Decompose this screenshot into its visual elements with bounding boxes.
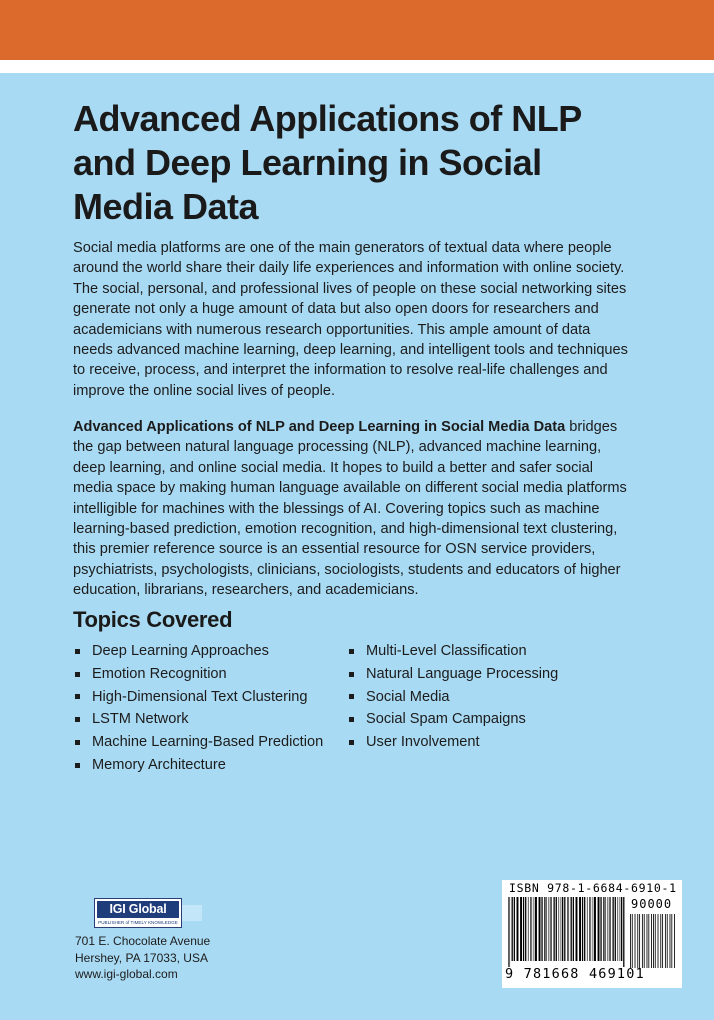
topic-item: High-Dimensional Text Clustering [73,686,343,709]
bullet-square-icon [349,694,354,699]
book-title: Advanced Applications of NLP and Deep Learning in Social Media Data [73,98,582,227]
barcode-bar [658,914,659,968]
barcode-bar [541,897,542,961]
address-city: Hershey, PA 17033, USA [75,950,208,965]
barcode-bar [665,914,666,968]
bullet-square-icon [75,740,80,745]
barcode-bar [531,897,532,961]
barcode-bar [623,897,624,967]
barcode-bar [615,897,616,961]
barcode-bar [567,897,568,961]
barcode-bar [632,914,633,968]
paragraph-2-body: bridges the gap between natural language processing (NLP), advanced machine learning, deep learning, and online social media. It hopes to build a better and safer social media space by making human language available on different social media platforms intelligible for machines with the blessings of AI. Covering topics such as machine learning-based prediction, emotion recognition, and high-dimensional text clustering, this premier reference source is an essential resource for OSN service providers, psychiatrists, psychologists, clinicians, sociologists, students and educators of higher education, librarians, researchers, and academicians. [73,419,627,599]
barcode-bar [549,897,550,961]
barcode-bar [573,897,574,961]
barcode-bars-addon [630,914,676,968]
paragraph-2-lead-title: Advanced Applications of NLP and Deep Learning in Social Media Data [73,419,566,435]
bullet-square-icon [75,717,80,722]
topic-item: Multi-Level Classification [347,640,647,663]
isbn-barcode [502,880,682,988]
barcode-bar [517,897,519,961]
barcode-bar [525,897,526,961]
price-code: 90000 [631,897,673,911]
barcode-bar [539,897,541,961]
barcode-bar [651,914,652,968]
barcode-bar [544,897,545,961]
barcode-bars-main [508,897,626,967]
barcode-bar [635,914,636,968]
barcode-bar [647,914,648,968]
topic-item: Machine Learning-Based Prediction [73,731,343,754]
bullet-square-icon [349,649,354,654]
barcode-bar [553,897,554,961]
ean-digits: 9 781668 469101 [505,966,645,982]
bullet-square-icon [75,763,80,768]
topic-item: Natural Language Processing [347,663,647,686]
topics-list-column-1 [73,640,343,777]
topic-item: LSTM Network [73,708,343,731]
barcode-bar [610,897,611,961]
bullet-square-icon [349,672,354,677]
address-street: 701 E. Chocolate Avenue [75,934,211,948]
barcode-bar [600,897,601,961]
barcode-bar [662,914,663,968]
barcode-bar [608,897,609,961]
topics-list-column-2 [347,640,647,754]
barcode-bar [561,897,562,961]
barcode-bar [617,897,618,961]
bullet-square-icon [349,717,354,722]
topic-item: User Involvement [347,731,647,754]
logo-name: IGI Global [97,901,179,918]
barcode-bar [630,914,631,968]
topic-item: Social Media [347,686,647,709]
barcode-bar [571,897,572,961]
barcode-bar [546,897,547,961]
barcode-bar [644,914,645,968]
bullet-square-icon [75,649,80,654]
barcode-bar [648,914,649,968]
barcode-bar [653,914,654,968]
barcode-bar [598,897,600,961]
barcode-bar [671,914,672,968]
barcode-bar [593,897,594,961]
barcode-bar [667,914,668,968]
barcode-bar [620,897,621,961]
publisher-website: www.igi-global.com [75,967,178,981]
topic-item: Memory Architecture [73,754,343,777]
barcode-bar [556,897,557,961]
topic-item: Emotion Recognition [73,663,343,686]
barcode-bar [562,897,563,961]
barcode-bar [551,897,552,961]
bullet-square-icon [75,694,80,699]
barcode-bar [612,897,613,961]
barcode-bar [514,897,515,961]
topic-item: Deep Learning Approaches [73,640,343,663]
barcode-bar [528,897,529,961]
bullet-square-icon [349,740,354,745]
barcode-bar [660,914,661,968]
topics-heading: Topics Covered [73,607,233,632]
barcode-bar [568,897,569,961]
isbn-label: ISBN 978-1-6684-6910-1 [509,881,677,895]
barcode-bar [509,897,510,967]
bullet-square-icon [75,672,80,677]
topic-item: Social Spam Campaigns [347,708,647,731]
barcode-bar [579,897,581,961]
barcode-bar [535,897,537,961]
barcode-bar [576,897,578,961]
barcode-bar [564,897,565,961]
barcode-bar [523,897,524,961]
barcode-bar [590,897,591,961]
publisher-address [75,933,210,983]
barcode-bar [530,897,531,961]
barcode-bar [674,914,675,968]
barcode-bar [582,897,583,961]
barcode-bar [605,897,606,961]
barcode-bar [639,914,640,968]
barcode-bar [637,914,638,968]
white-divider-strip [0,60,714,73]
barcode-bar [621,897,622,961]
barcode-bar [558,897,559,961]
barcode-bar [655,914,656,968]
barcode-bar [587,897,588,961]
barcode-bar [670,914,671,968]
barcode-bar [642,914,643,968]
barcode-bar [589,897,590,961]
barcode-bar [603,897,604,961]
description-paragraph-1: Social media platforms are one of the main generators of textual data where people around the world share their daily life experiences and information with online society. The social, personal, and professional lives of people on these social networking sites generate not only a huge amount of data but also open doors for researchers and academicians with numerous research opportunities. This ample amount of data needs advanced machine learning, deep learning, and intelligent tools and techniques to receive, process, and interpret the information to resolve real-life challenges and improve the online social lives of people. [73,240,628,399]
top-orange-band [0,0,714,60]
barcode-bar [550,897,551,961]
logo-tagline: PUBLISHER of TIMELY KNOWLEDGE [98,920,178,925]
barcode-bar [584,897,585,961]
barcode-bar [520,897,522,961]
barcode-bar [534,897,535,961]
barcode-bar [594,897,596,961]
barcode-bar [609,897,610,961]
igi-global-logo [94,898,182,928]
logo-decoration [180,905,202,921]
barcode-bar [512,897,513,961]
barcode-bar [508,897,509,967]
description-paragraph-2 [73,417,633,601]
